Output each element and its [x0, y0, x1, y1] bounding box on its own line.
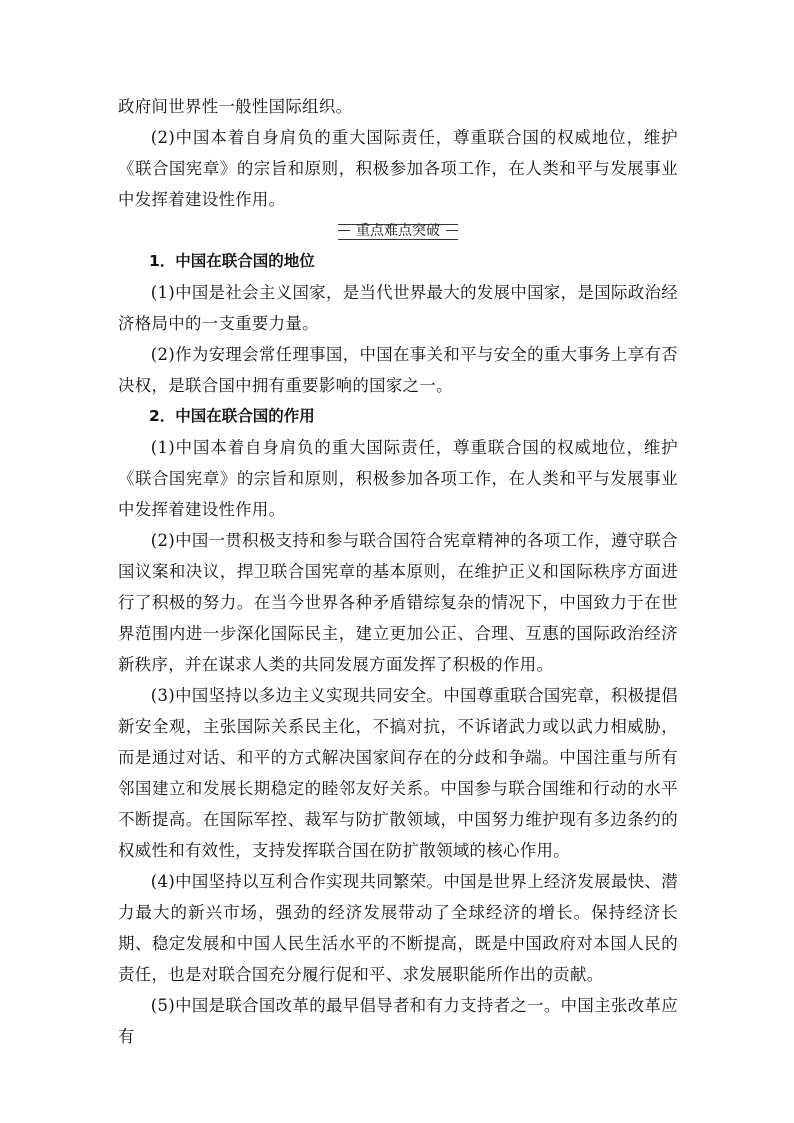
paragraph-role-1: (1)中国本着自身肩负的重大国际责任，尊重联合国的权威地位，维护《联合国宪章》的宗旨和原则，积极参加各项工作，在人类和平与发展事业中发挥着建设性作用。	[118, 438, 678, 519]
banner-left-ornament	[338, 224, 352, 238]
paragraph-continuation: 政府间世界性一般性国际组织。	[118, 97, 353, 116]
paragraph-status-1: (1)中国是社会主义国家，是当代世界最大的发展中国家，是国际政治经济格局中的一支重要力量。	[118, 283, 678, 333]
paragraph-role-2: (2)中国一贯积极支持和参与联合国符合宪章精神的各项工作，遵守联合国议案和决议，捍卫联合国宪章的基本原则，在维护正义和国际秩序方面进行了积极的努力。在当今世界各种矛盾错综复杂的情况下，中国致力于在世界范围内进一步深化国际民主，建立更加公正、合理、互惠的国际政治经济新秩序，并在谋求人类的共同发展方面发挥了积极的作用。	[118, 531, 678, 674]
banner-right-ornament	[444, 224, 458, 238]
paragraph-role-5: (5)中国是联合国改革的最早倡导者和有力支持者之一。中国主张改革应有	[118, 996, 678, 1046]
banner-label: 重点难点突破	[356, 222, 440, 239]
paragraph-china-role-intro: (2)中国本着自身肩负的重大国际责任，尊重联合国的权威地位，维护《联合国宪章》的宗旨和原则，积极参加各项工作，在人类和平与发展事业中发挥着建设性作用。	[118, 128, 678, 209]
section-banner	[338, 223, 458, 239]
paragraph-role-4: (4)中国坚持以互利合作实现共同繁荣。中国是世界上经济发展最快、潜力最大的新兴市场，强劲的经济发展带动了全球经济的增长。保持经济长期、稳定发展和中国人民生活水平的不断提高，既是中国政府对本国人民的责任，也是对联合国充分履行促和平、求发展职能所作出的贡献。	[118, 872, 678, 984]
document-page	[118, 91, 678, 1052]
paragraph-status-2: (2)作为安理会常任理事国，中国在事关和平与安全的重大事务上享有否决权，是联合国中拥有重要影响的国家之一。	[118, 345, 678, 395]
section-heading-status: 1．中国在联合国的地位	[149, 252, 315, 270]
section-heading-role: 2．中国在联合国的作用	[149, 407, 315, 425]
paragraph-role-3: (3)中国坚持以多边主义实现共同安全。中国尊重联合国宪章，积极提倡新安全观，主张国际关系民主化，不搞对抗，不诉诸武力或以武力相威胁，而是通过对话、和平的方式解决国家间存在的分歧和争端。中国注重与所有邻国建立和发展长期稳定的睦邻友好关系。中国参与联合国维和行动的水平不断提高。在国际军控、裁军与防扩散领域，中国努力维护现有多边条约的权威性和有效性，支持发挥联合国在防扩散领域的核心作用。	[118, 686, 678, 860]
section-banner-row	[118, 215, 678, 246]
